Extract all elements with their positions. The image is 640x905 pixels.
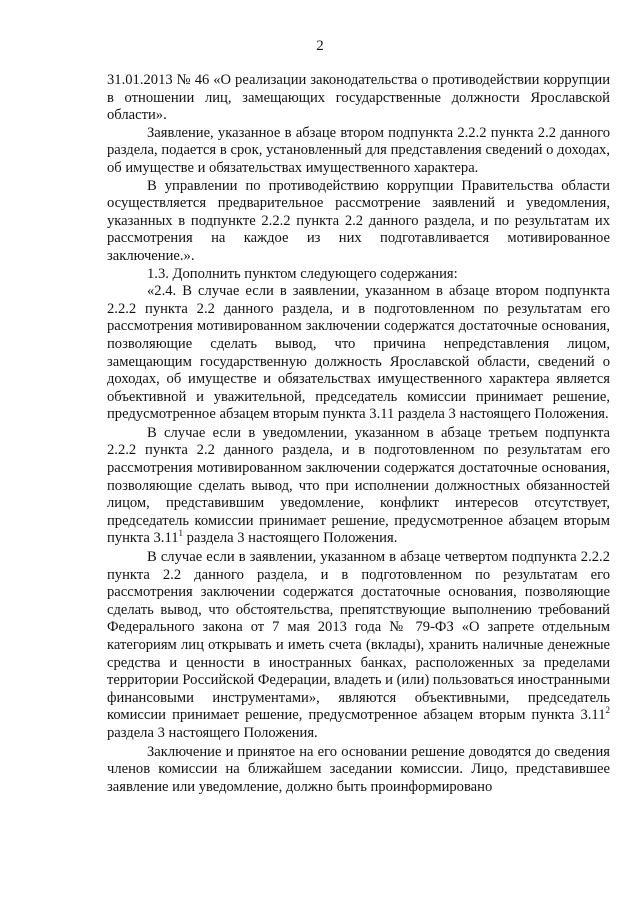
paragraph-text: В случае если в уведомлении, указанном в абзаце третьем подпункта 2.2.2 пункта 2.2 данного раздела, и в подготовленном по результатам его рассмотрения мотивированном заключении содержатся достаточные основания, позволяющие сделать вывод, что при исполнении должностных обязанностей лицом, представившим уведомление, конфликт интересов отсутствует, председатель комиссии принимает решение, предусмотренное абзацем вторым пункта 3.11 xyxy=(107,424,610,547)
paragraph-preliminary-review: В управлении по противодействию коррупции Правительства области осуществляется предварительное рассмотрение заявлений и уведомления, указанных в подпункте 2.2.2 пункта 2.2 данного раздела, и по результатам их рассмотрения на каждое из них подготавливается мотивированное заключение.». xyxy=(107,177,610,264)
superscript-footnote: 2 xyxy=(605,705,610,716)
superscript-footnote: 1 xyxy=(178,528,183,539)
paragraph-application-deadline: Заявление, указанное в абзаце втором подпункта 2.2.2 пункта 2.2 данного раздела, подается в срок, установленный для представления сведений о доходах, об имуществе и обязательствах имущественного характера. xyxy=(107,124,610,176)
paragraph-text: раздела 3 настоящего Положения. xyxy=(107,724,318,741)
paragraph-text: В случае если в заявлении, указанном в абзаце четвертом подпункта 2.2.2 пункта 2.2 данного раздела, и в подготовленном по результатам его рассмотрения заключении содержатся достаточные основания, позволяющие сделать вывод, что обстоятельства, препятствующие выполнению требований Федерального закона от 7 мая 2013 года № 79-ФЗ «О запрете отдельным категориям лиц открывать и иметь счета (вклады), хранить наличные денежные средства и ценности в иностранных банках, расположенных за пределами территории Российской Федерации, владеть и (или) пользоваться иностранными финансовыми инструментами», являются объективными, председатель комиссии принимает решение, предусмотренное абзацем вторым пункта 3.11 xyxy=(107,549,610,724)
paragraph-foreign-accounts-case xyxy=(107,549,610,743)
paragraph-amendment-intro: 1.3. Дополнить пунктом следующего содержания: xyxy=(147,265,458,282)
paragraph-conclusion-notice: Заключение и принятое на его основании решение доводятся до сведения членов комиссии на ближайшем заседании комиссии. Лицо, представившее заявление или уведомление, должно быть проинформировано xyxy=(107,743,610,795)
page-number: 2 xyxy=(316,38,324,54)
paragraph-text: раздела 3 настоящего Положения. xyxy=(183,530,398,547)
document-body xyxy=(107,72,610,796)
paragraph-clause-2-4: «2.4. В случае если в заявлении, указанном в абзаце втором подпункта 2.2.2 пункта 2.2 данного раздела, и в подготовленном по результатам его рассмотрения мотивированном заключении содержатся достаточные основания, позволяющие сделать вывод, что причина непредставления лицом, замещающим государственную должность Ярославской области, сведений о доходах, об имуществе и обязательствах имущественного характера является объективной и уважительной, председатель комиссии принимает решение, предусмотренное абзацем вторым пункта 3.11 раздела 3 настоящего Положения. xyxy=(107,283,610,423)
paragraph-notification-case xyxy=(107,425,610,548)
paragraph-continuation: 31.01.2013 № 46 «О реализации законодательства о противодействии коррупции в отношении лиц, замещающих государственные должности Ярославской области». xyxy=(107,72,610,124)
